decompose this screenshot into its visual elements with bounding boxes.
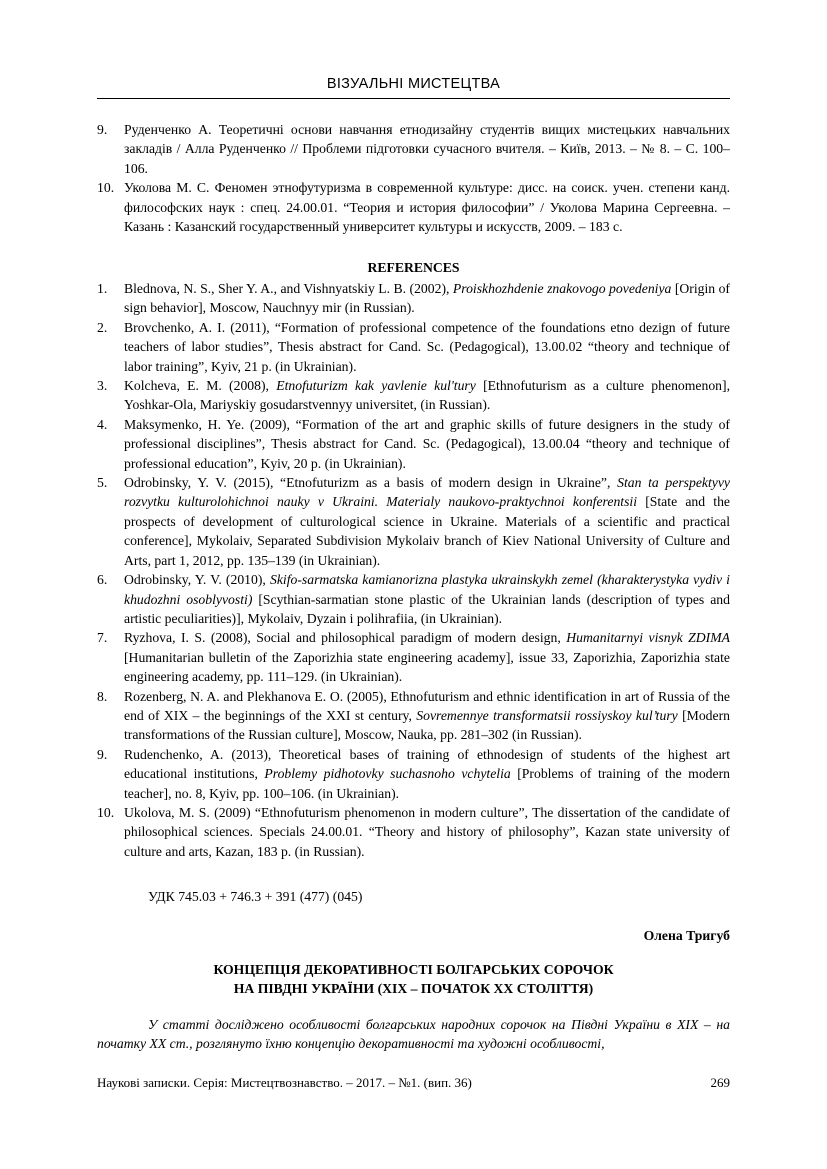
ref-text-after: [Humanitarian bulletin of the Zaporizhia state engineering academy], issue 33, Zaporizhia, Zaporizhia state engineering academy, pp. 111–129. (in Ukrainian). — [124, 649, 730, 685]
ref-italic: Skifo-sarmatska kamianorizna plastyka ukrainskykh zemel (kharakterystyka vydiv i khudozhni osoblyvosti) — [124, 572, 730, 607]
header-rule — [97, 98, 730, 99]
footer-journal: Наукові записки. Серія: Мистецтвознавство. – 2017. – №1. (вип. 36) — [97, 1075, 472, 1090]
item-text: Руденченко А. Теоретичні основи навчання етнодизайну студентів вищих мистецьких навчальних закладів / Алла Руденченко // Проблеми підготовки сучасного вчителя. – Київ, 2013. – № 8. – С. 100–106. — [124, 122, 730, 176]
source-item — [97, 178, 730, 236]
reference-item — [97, 570, 730, 628]
ref-text: Odrobinsky, Y. V. (2015), “Etnofuturizm as a basis of modern design in Ukraine”, — [124, 475, 618, 491]
reference-item — [97, 279, 730, 318]
ref-text-after: [Origin of sign behavior], Moscow, Nauchnyy mir (in Russian). — [124, 281, 730, 316]
page-footer — [97, 1075, 730, 1091]
reference-item — [97, 803, 730, 861]
ref-text-after: [State and the prospects of development of culturological science in Ukraine. Materials of a scientific and practical conference], Mykolaiv, Separated Subdivision Mykolaiv branch of Kiev National University of Culture and Arts, part 1, 2012, pp. 135–139 (in Ukrainian). — [124, 494, 730, 568]
ref-text: Brovchenko, A. I. (2011), “Formation of professional competence of the foundations etno dezign of future teachers of labor studies”, Thesis abstract for Cand. Sc. (Pedagogical), 13.00.02 “theory and technique of labor training”, Kyiv, 21 p. (in Ukrainian). — [124, 319, 730, 374]
page-number: 269 — [710, 1075, 730, 1090]
reference-item — [97, 628, 730, 686]
title-line-1: КОНЦЕПЦІЯ ДЕКОРАТИВНОСТІ БОЛГАРСЬКИХ СОРОЧОК — [213, 962, 614, 977]
udk-code: УДК 745.03 + 746.3 + 391 (477) (045) — [148, 889, 363, 904]
ref-text-after: [Ethnofuturism as a culture phenomenon], Yoshkar-Ola, Mariyskiy gosudarstvennyy universitet, (in Russian). — [124, 378, 730, 413]
item-number: 10. — [97, 804, 115, 820]
item-text: Уколова М. С. Феномен этнофутуризма в современной культуре: дисс. на соиск. учен. степени канд. философских наук : спец. 24.00.01. “Теория и история философии” / Уколова Марина Сергеевна. – Казань : Казанский государственный университет культуры и искусств, 2009. – 183 с. — [124, 180, 730, 235]
article-abstract: У статті досліджено особливості болгарських народних сорочок на Півдні України в XIX – на початку XX ст., розглянуто їхню концепцію декоративності та художні особливості, — [97, 1017, 730, 1052]
ref-italic: Humanitarnyi visnyk ZDIMA — [566, 630, 730, 646]
reference-item — [97, 687, 730, 745]
title-line-2: НА ПІВДНІ УКРАЇНИ (XIX – ПОЧАТОК XX СТОЛІТТЯ) — [233, 980, 594, 996]
ref-italic: Problemy pidhotovky suchasnoho vchytelia — [264, 766, 511, 782]
ref-text-after: [Problems of training of the modern teacher], no. 8, Kyiv, pp. 100–106. (in Ukrainian). — [124, 766, 730, 801]
reference-item — [97, 376, 730, 415]
ref-text: Ryzhova, I. S. (2008), Social and philosophical paradigm of modern design, — [124, 630, 567, 646]
ref-text: Rozenberg, N. A. and Plekhanova E. O. (2005), Ethnofuturism and ethnic identification in art of Russia of the end of XIX – the beginnings of the XXI st century, — [124, 688, 730, 723]
reference-item — [97, 745, 730, 803]
item-number: 7. — [97, 630, 108, 646]
item-number: 2. — [97, 319, 108, 335]
ref-text: Maksymenko, H. Ye. (2009), “Formation of the art and graphic skills of future designers in the study of professional disciplines”, Thesis abstract for Cand. Sc. (Pedagogical), 13.00.04 “theory and technique of professional education”, Kyiv, 20 p. (in Ukrainian). — [124, 416, 730, 471]
item-number: 8. — [97, 688, 108, 704]
ref-text: Ukolova, M. S. (2009) “Ethnofuturism phenomenon in modern culture”, The dissertation of the candidate of philosophical sciences. Specials 24.00.01. “Theory and history of philosophy”, Kazan state university of culture and arts, Kazan, 183 p. (in Russian). — [124, 804, 730, 859]
references-list — [97, 279, 730, 861]
article-title — [97, 961, 730, 998]
article-author: Олена Тригуб — [643, 928, 730, 943]
ref-text-after: [Scythian-sarmatian stone plastic of the Ukrainian lands (description of types and artistic peculiarities)], Mykolaiv, Dyzain i polihrafiia, (in Ukrainian). — [124, 591, 730, 626]
ref-italic: Proiskhozhdenie znakovogo povedeniya — [452, 281, 672, 296]
ref-text: Blednova, N. S., Sher Y. A., and Vishnyatskiy L. B. (2002), — [124, 281, 453, 296]
ref-italic: Stan ta perspektyvy rozvytku kulturolohichnoi nauky v Ukraini. Materialy naukovo-praktychnoi konferentsii — [124, 475, 730, 510]
ref-text: Kolcheva, E. M. (2008), — [124, 378, 277, 394]
ref-italic: Etnofuturizm kak yavlenie kul'tury — [276, 378, 476, 394]
reference-item — [97, 318, 730, 376]
item-number: 9. — [97, 122, 108, 137]
item-number: 6. — [97, 572, 108, 588]
item-number: 10. — [97, 180, 115, 196]
sources-list — [97, 120, 730, 236]
ref-italic: Sovremennye transformatsii rossiyskoy kul’tury — [416, 707, 678, 723]
reference-item — [97, 415, 730, 473]
item-number: 9. — [97, 746, 108, 762]
ref-text: Rudenchenko, A. (2013), Theoretical bases of training of ethnodesign of students of the highest art educational institutions, — [124, 746, 730, 782]
running-header: ВІЗУАЛЬНІ МИСТЕЦТВА — [326, 76, 501, 92]
ref-text-after: [Modern transformations of the Russian culture], Moscow, Nauka, pp. 281–302 (in Russian). — [124, 707, 730, 743]
source-item — [97, 120, 730, 178]
item-number: 5. — [97, 475, 108, 491]
item-number: 4. — [97, 416, 108, 432]
item-number: 1. — [97, 281, 108, 296]
references-heading: REFERENCES — [367, 260, 460, 275]
ref-text: Odrobinsky, Y. V. (2010), — [124, 572, 270, 588]
reference-item — [97, 473, 730, 570]
item-number: 3. — [97, 378, 108, 394]
